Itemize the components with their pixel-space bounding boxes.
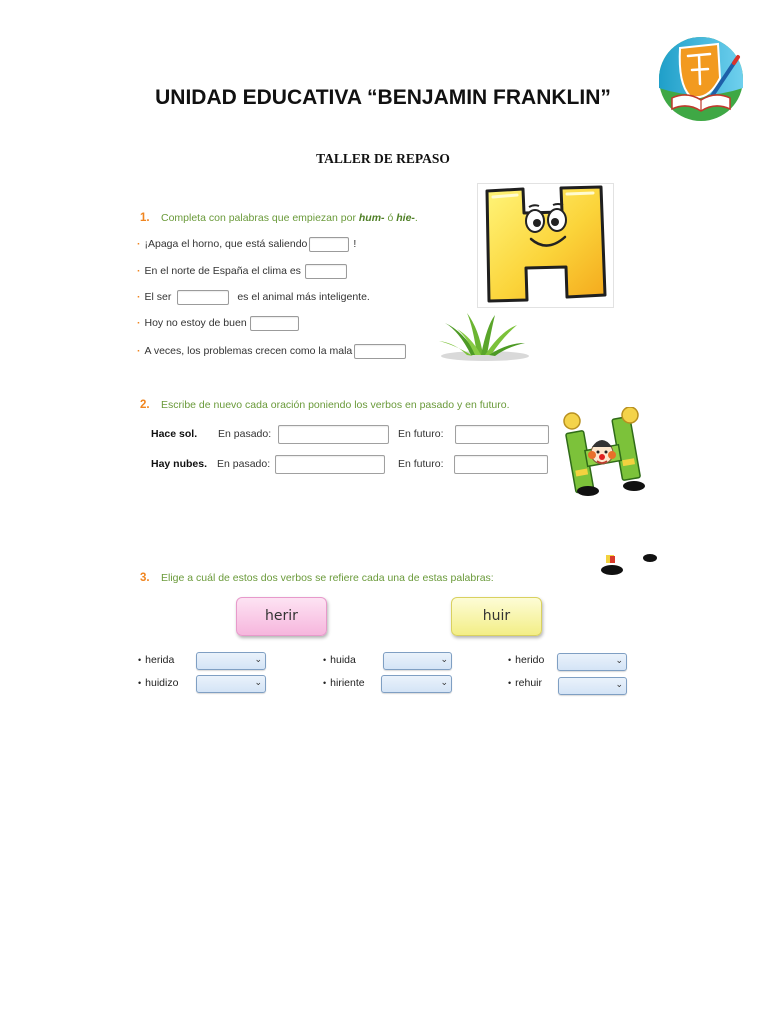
instruction-text: Completa con palabras que empiezan por	[161, 212, 359, 224]
select-hiriente[interactable]	[381, 675, 452, 693]
item-text: En el norte de España el clima es	[144, 265, 301, 277]
word-herido	[508, 653, 544, 667]
section2-instruction: Escribe de nuevo cada oración poniendo los verbos en pasado y en futuro.	[161, 399, 510, 411]
bullet: •	[323, 655, 327, 665]
past-input-1[interactable]	[278, 425, 389, 444]
bullet: •	[508, 678, 512, 688]
word-text: rehuir	[515, 677, 543, 689]
select-huida[interactable]	[383, 652, 452, 670]
item-text: ¡Apaga el horno, que está saliendo	[144, 238, 308, 250]
answer-blank-4[interactable]	[250, 316, 299, 331]
prefix-hum: hum-	[358, 212, 385, 224]
past-input-2[interactable]	[275, 455, 385, 474]
chevron-down-icon: ⌄	[615, 680, 623, 690]
word-text: herido	[515, 654, 545, 666]
chevron-down-icon: ⌄	[440, 655, 448, 665]
section1-number: 1.	[140, 212, 150, 224]
item-text: A veces, los problemas crecen como la mala	[144, 345, 353, 357]
chevron-down-icon: ⌄	[440, 678, 448, 688]
item-text-after: !	[353, 238, 357, 250]
word-herida	[138, 653, 174, 667]
future-input-2[interactable]	[454, 455, 548, 474]
word-text: huida	[330, 654, 356, 666]
item-text: El ser	[144, 291, 172, 303]
school-logo-icon	[656, 36, 746, 122]
sentence-hay-nubes: Hay nubes.	[151, 458, 208, 470]
sentence-hace-sol: Hace sol.	[151, 428, 198, 440]
verb-huir-label: huir	[451, 597, 542, 636]
chevron-down-icon: ⌄	[254, 678, 262, 688]
item-row-2	[137, 263, 347, 279]
bullet: ·	[137, 345, 141, 357]
item-row-5	[137, 343, 406, 359]
word-huida	[323, 653, 356, 667]
instruction-end: .	[414, 212, 418, 224]
answer-blank-3[interactable]	[177, 290, 229, 305]
item-text-after: es el animal más inteligente.	[237, 291, 370, 303]
word-huidizo	[138, 676, 178, 690]
answer-blank-1[interactable]	[309, 237, 349, 252]
clown-letter-h-icon	[556, 407, 659, 498]
section3-instruction: Elige a cuál de estos dos verbos se refiere cada una de estas palabras:	[161, 572, 494, 584]
select-rehuir[interactable]	[558, 677, 627, 695]
school-title: UNIDAD EDUCATIVA “BENJAMIN FRANKLIN”	[155, 86, 611, 109]
select-herida[interactable]	[196, 652, 266, 670]
future-label: En futuro:	[398, 458, 444, 470]
chevron-down-icon: ⌄	[615, 656, 623, 666]
bullet: •	[323, 678, 327, 688]
chevron-down-icon: ⌄	[254, 655, 262, 665]
word-text: huidizo	[145, 677, 179, 689]
bullet: ·	[137, 265, 141, 277]
bullet: ·	[137, 317, 141, 329]
select-herido[interactable]	[557, 653, 627, 671]
grass-icon	[431, 309, 531, 363]
verb-herir-label: herir	[236, 597, 327, 636]
word-hiriente	[323, 676, 365, 690]
answer-blank-5[interactable]	[354, 344, 406, 359]
bullet: ·	[137, 238, 141, 250]
bullet: •	[138, 655, 142, 665]
select-huidizo[interactable]	[196, 675, 266, 693]
future-input-1[interactable]	[455, 425, 549, 444]
item-row-3	[137, 289, 370, 305]
word-rehuir	[508, 676, 542, 690]
future-label: En futuro:	[398, 428, 444, 440]
bullet: •	[508, 655, 512, 665]
item-row-1	[137, 236, 356, 252]
prefix-hie: hie-	[396, 212, 415, 224]
answer-blank-2[interactable]	[305, 264, 347, 279]
section1-instruction	[161, 211, 418, 225]
clown-feet-icon	[598, 552, 660, 578]
smiling-letter-h-icon	[477, 183, 614, 308]
item-text: Hoy no estoy de buen	[144, 317, 247, 329]
worksheet-subtitle: TALLER DE REPASO	[316, 151, 450, 166]
section2-number: 2.	[140, 399, 150, 411]
instruction-conjunction: ó	[384, 212, 397, 224]
past-label: En pasado:	[218, 428, 272, 440]
bullet: •	[138, 678, 142, 688]
word-text: herida	[145, 654, 175, 666]
past-label: En pasado:	[217, 458, 271, 470]
section3-number: 3.	[140, 572, 150, 584]
bullet: ·	[137, 291, 141, 303]
word-text: hiriente	[330, 677, 365, 689]
item-row-4	[137, 315, 299, 331]
